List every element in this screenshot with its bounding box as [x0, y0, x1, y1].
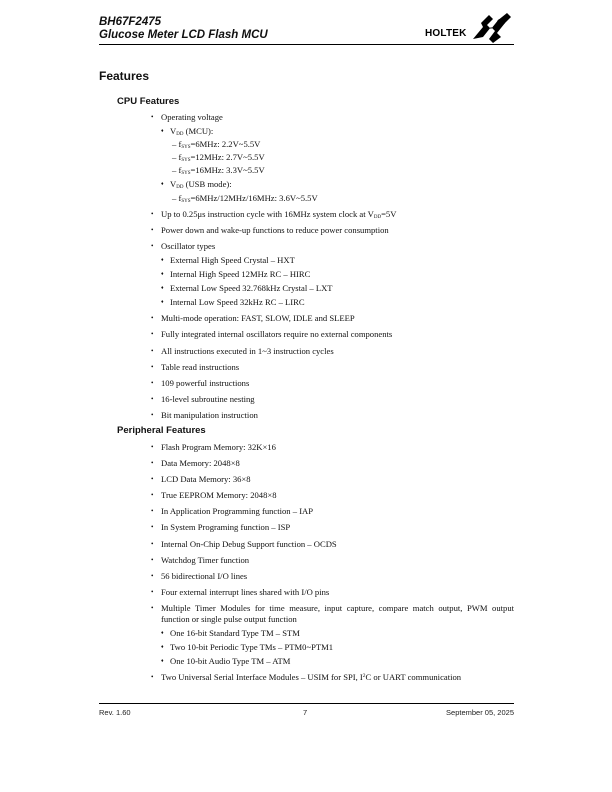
list-item: • Oscillator types ♦ External High Speed Crystal – HXT ♦ Internal High Speed 12MHz RC – HIRC ♦ External Low Speed 32.768kHz Crystal – LXT ♦ Internal Low Speed 32kHz RC – LIRC — [151, 241, 514, 308]
date: September 05, 2025 — [446, 708, 514, 717]
vdd-mcu-item: ♦ $V_{DD}$ (MCU): – $f_{SYS}=6MHz$: 2.2V~5.5V – $f_{SYS}=12MHz$: 2.7V~5.5V – $f_{SYS}=16MHz$: 3.3V~5.5V — [161, 126, 514, 176]
list-item: • Multi-mode operation: FAST, SLOW, IDLE and SLEEP — [151, 313, 514, 324]
holtek-logo — [425, 13, 513, 43]
list-item: • 56 bidirectional I/O lines — [151, 571, 514, 582]
header-rule — [99, 44, 514, 45]
timer-modules-text: • Multiple Timer Modules for time measure, input capture, compare match output, PWM output function or single pulse output function — [161, 602, 514, 624]
list-item: • Four external interrupt lines shared with I/O pins — [151, 587, 514, 598]
cpu-features-heading: CPU Features — [117, 96, 180, 107]
list-item: • Data Memory: 2048×8 — [151, 458, 514, 469]
list-item — [151, 112, 514, 203]
logo-text: HOLTEK — [425, 28, 467, 39]
list-item: • Table read instructions — [151, 362, 514, 373]
part-number: BH67F2475 — [99, 16, 162, 28]
list-item: • 109 powerful instructions — [151, 378, 514, 389]
list-item: • True EEPROM Memory: 2048×8 — [151, 490, 514, 501]
oscillator-item: ♦ External High Speed Crystal – HXT — [161, 255, 514, 266]
list-item: • Internal On-Chip Debug Support function – OCDS — [151, 539, 514, 550]
timer-item: ♦ Two 10-bit Periodic Type TMs – PTM0~PTM1 — [161, 642, 514, 653]
list-item: • LCD Data Memory: 36×8 — [151, 474, 514, 485]
voltage-line: – $f_{SYS}=6MHz$: 2.2V~5.5V — [172, 139, 261, 151]
list-item: • Bit manipulation instruction — [151, 410, 514, 421]
list-item: • Up to 0.25μs instruction cycle with 16MHz system clock at $V_{DD}=5V$ — [151, 209, 514, 220]
page-number: 7 — [303, 708, 308, 717]
product-name: Glucose Meter LCD Flash MCU — [99, 28, 268, 41]
list-item: • In System Programing function – ISP — [151, 522, 514, 533]
list-item — [151, 603, 514, 666]
operating-voltage-label: Operating voltage — [161, 112, 223, 122]
list-item: • Watchdog Timer function — [151, 555, 514, 566]
voltage-line: – $f_{SYS}=6MHz/12MHz/16MHz$: 3.6V~5.5V — [172, 192, 318, 204]
list-item: • All instructions executed in 1~3 instruction cycles — [151, 346, 514, 357]
list-item: • Power down and wake-up functions to reduce power consumption — [151, 225, 514, 236]
list-item: • Two Universal Serial Interface Modules – USIM for SPI, $I^2C$ or UART communication — [151, 672, 514, 683]
cpu-features-list — [151, 112, 514, 426]
timer-item: ♦ One 16-bit Standard Type TM – STM — [161, 628, 514, 639]
revision: Rev. 1.60 — [99, 708, 131, 717]
holtek-emblem-icon — [471, 13, 513, 43]
oscillator-item: ♦ Internal Low Speed 32kHz RC – LIRC — [161, 297, 514, 308]
timer-item: ♦ One 10-bit Audio Type TM – ATM — [161, 656, 514, 667]
voltage-line: – $f_{SYS}=12MHz$: 2.7V~5.5V — [172, 152, 265, 164]
peripheral-features-list — [151, 442, 514, 688]
footer-rule — [99, 703, 514, 704]
vdd-usb-item: ♦ $V_{DD}$ (USB mode): – $f_{SYS}=6MHz/12MHz/16MHz$: 3.6V~5.5V — [161, 179, 514, 203]
voltage-line: – $f_{SYS}=16MHz$: 3.3V~5.5V — [172, 165, 265, 177]
peripheral-features-heading: Peripheral Features — [117, 425, 206, 436]
list-item: • 16-level subroutine nesting — [151, 394, 514, 405]
document-header — [99, 16, 268, 41]
list-item: • Flash Program Memory: 32K×16 — [151, 442, 514, 453]
list-item: • Fully integrated internal oscillators require no external components — [151, 329, 514, 340]
list-item: • In Application Programming function – IAP — [151, 506, 514, 517]
oscillator-item: ♦ Internal High Speed 12MHz RC – HIRC — [161, 269, 514, 280]
oscillator-item: ♦ External Low Speed 32.768kHz Crystal – LXT — [161, 283, 514, 294]
page-title: Features — [99, 69, 150, 83]
